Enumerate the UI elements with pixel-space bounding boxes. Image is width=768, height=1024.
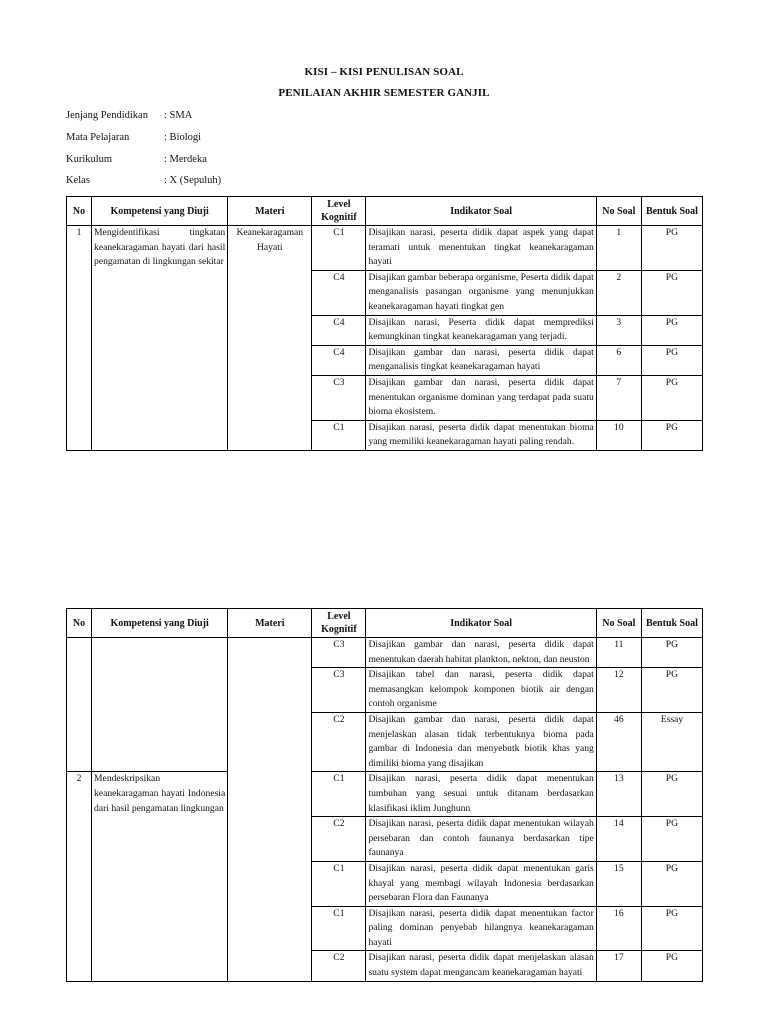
bentuk-cell: PG	[641, 817, 702, 862]
no-soal-cell: 11	[596, 638, 641, 668]
bentuk-cell: PG	[641, 270, 702, 315]
kisi-table-2	[66, 608, 703, 982]
no-soal-cell: 13	[596, 772, 641, 817]
bentuk-cell: PG	[641, 375, 702, 420]
indikator-cell: Disajikan narasi, peserta didik dapat menentukan tumbuhan yang sesuai untuk ditanam berdasarkan klasifikasi iklim Junghunn	[366, 772, 596, 817]
bentuk-cell: PG	[641, 906, 702, 951]
meta-value: : SMA	[164, 110, 193, 121]
bentuk-cell: PG	[641, 315, 702, 345]
indikator-cell: Disajikan narasi, peserta didik dapat menentukan bioma yang memiliki keanekaragaman hayati paling rendah.	[366, 420, 596, 450]
indikator-cell: Disajikan narasi, Peserta didik dapat memprediksi kemungkinan tingkat keanekaragaman yang terjadi.	[366, 315, 596, 345]
indikator-cell: Disajikan gambar dan narasi, peserta didik dapat menjelaskan alasan tidak terbentuknya bioma pada gambar di Indonesia dan menyebutk biotik khas yang dimiliki bioma yang disajikan	[366, 712, 596, 771]
level-cell: C2	[312, 817, 366, 862]
row-number	[67, 638, 92, 772]
meta-key: Jenjang Pendidikan	[66, 110, 148, 121]
col-header-no-soal: No Soal	[596, 609, 641, 638]
indikator-cell: Disajikan narasi, peserta didik dapat menjelaskan alasan suatu system dapat mengancam keanekaragaman hayati	[366, 951, 596, 981]
indikator-cell: Disajikan gambar dan narasi, peserta didik dapat menentukan organisme dominan yang terdapat pada suatu bioma ekosistem.	[366, 375, 596, 420]
indikator-cell: Disajikan narasi, peserta didik dapat menentukan garis khayal yang membagi wilayah Indonesia berdasarkan persebaran Flora dan Faunanya	[366, 861, 596, 906]
kompetensi-cell: Mendeskripsikan keanekaragaman hayati Indonesia dari hasil pengamatan lingkungan	[92, 772, 228, 981]
no-soal-cell: 17	[596, 951, 641, 981]
materi-cell: Keanekaragaman Hayati	[228, 226, 312, 451]
col-header-no: No	[67, 609, 92, 638]
no-soal-cell: 1	[596, 226, 641, 271]
materi-cell	[228, 638, 312, 982]
bentuk-cell: PG	[641, 772, 702, 817]
table-row	[67, 772, 703, 817]
no-soal-cell: 12	[596, 668, 641, 713]
col-header-bentuk: Bentuk Soal	[641, 197, 702, 226]
no-soal-cell: 3	[596, 315, 641, 345]
level-cell: C1	[312, 226, 366, 271]
col-header-level: Level Kognitif	[312, 197, 366, 226]
meta-key: Kurikulum	[66, 154, 113, 165]
meta-row-kelas	[66, 175, 221, 186]
level-cell: C1	[312, 861, 366, 906]
indikator-cell: Disajikan gambar beberapa organisme, Peserta didik dapat menganalisis pasangan organisme yang menunjukkan keanekaragaman hayati tingkat gen	[366, 270, 596, 315]
indikator-cell: Disajikan narasi, peserta didik dapat menentukan wilayah persebaran dan contoh faunanya berdasarkan tipe faunanya	[366, 817, 596, 862]
table-header-row	[67, 609, 703, 638]
meta-key: Mata Pelajaran	[66, 132, 130, 143]
indikator-cell: Disajikan narasi, peserta didik dapat aspek yang dapat teramati untuk menentukan tingkat keanekaragaman hayati	[366, 226, 596, 271]
col-header-level: Level Kognitif	[312, 609, 366, 638]
meta-row-mapel	[66, 132, 201, 143]
no-soal-cell: 7	[596, 375, 641, 420]
row-number: 2	[67, 772, 92, 981]
level-cell: C2	[312, 712, 366, 771]
no-soal-cell: 15	[596, 861, 641, 906]
level-cell: C3	[312, 668, 366, 713]
level-cell: C3	[312, 638, 366, 668]
level-cell: C2	[312, 951, 366, 981]
col-header-no: No	[67, 197, 92, 226]
indikator-cell: Disajikan tabel dan narasi, peserta didik dapat memasangkan kelompok komponen biotik air dengan contoh organisme	[366, 668, 596, 713]
col-header-kompetensi: Kompetensi yang Diuji	[92, 197, 228, 226]
meta-row-jenjang	[66, 110, 192, 121]
no-soal-cell: 2	[596, 270, 641, 315]
bentuk-cell: PG	[641, 420, 702, 450]
document-title: KISI – KISI PENULISAN SOAL	[304, 66, 464, 78]
bentuk-cell: Essay	[641, 712, 702, 771]
no-soal-cell: 6	[596, 345, 641, 375]
row-number: 1	[67, 226, 92, 451]
table-row	[67, 638, 703, 668]
level-cell: C1	[312, 906, 366, 951]
level-cell: C4	[312, 270, 366, 315]
col-header-kompetensi: Kompetensi yang Diuji	[92, 609, 228, 638]
col-header-materi: Materi	[228, 609, 312, 638]
kompetensi-cell: Mengidentifikasi tingkatan keanekaragaman hayati dari hasil pengamatan di lingkungan sekitar	[92, 226, 228, 451]
no-soal-cell: 10	[596, 420, 641, 450]
no-soal-cell: 46	[596, 712, 641, 771]
level-cell: C4	[312, 315, 366, 345]
kompetensi-cell	[92, 638, 228, 772]
meta-value: : X (Sepuluh)	[164, 175, 222, 186]
indikator-cell: Disajikan gambar dan narasi, peserta didik dapat menganalisis tingkat keanekaragaman hayati	[366, 345, 596, 375]
level-cell: C1	[312, 420, 366, 450]
bentuk-cell: PG	[641, 638, 702, 668]
meta-value: : Biologi	[164, 132, 202, 143]
bentuk-cell: PG	[641, 345, 702, 375]
meta-row-kurikulum	[66, 154, 207, 165]
document-subtitle: PENILAIAN AKHIR SEMESTER GANJIL	[278, 87, 490, 99]
bentuk-cell: PG	[641, 226, 702, 271]
no-soal-cell: 16	[596, 906, 641, 951]
table-row	[67, 226, 703, 271]
bentuk-cell: PG	[641, 951, 702, 981]
bentuk-cell: PG	[641, 668, 702, 713]
meta-value: : Merdeka	[164, 154, 207, 165]
level-cell: C4	[312, 345, 366, 375]
indikator-cell: Disajikan gambar dan narasi, peserta didik dapat menentukan daerah habitat plankton, nekton, dan neuston	[366, 638, 596, 668]
table-header-row	[67, 197, 703, 226]
meta-key: Kelas	[66, 175, 90, 186]
bentuk-cell: PG	[641, 861, 702, 906]
indikator-cell: Disajikan narasi, peserta didik dapat menentukan factor paling dominan penyebab hilangnya keanekaragaman hayati	[366, 906, 596, 951]
col-header-no-soal: No Soal	[596, 197, 641, 226]
no-soal-cell: 14	[596, 817, 641, 862]
level-cell: C3	[312, 375, 366, 420]
level-cell: C1	[312, 772, 366, 817]
col-header-bentuk: Bentuk Soal	[641, 609, 702, 638]
col-header-indikator: Indikator Soal	[366, 609, 596, 638]
col-header-materi: Materi	[228, 197, 312, 226]
col-header-indikator: Indikator Soal	[366, 197, 596, 226]
kisi-table-1	[66, 196, 703, 451]
